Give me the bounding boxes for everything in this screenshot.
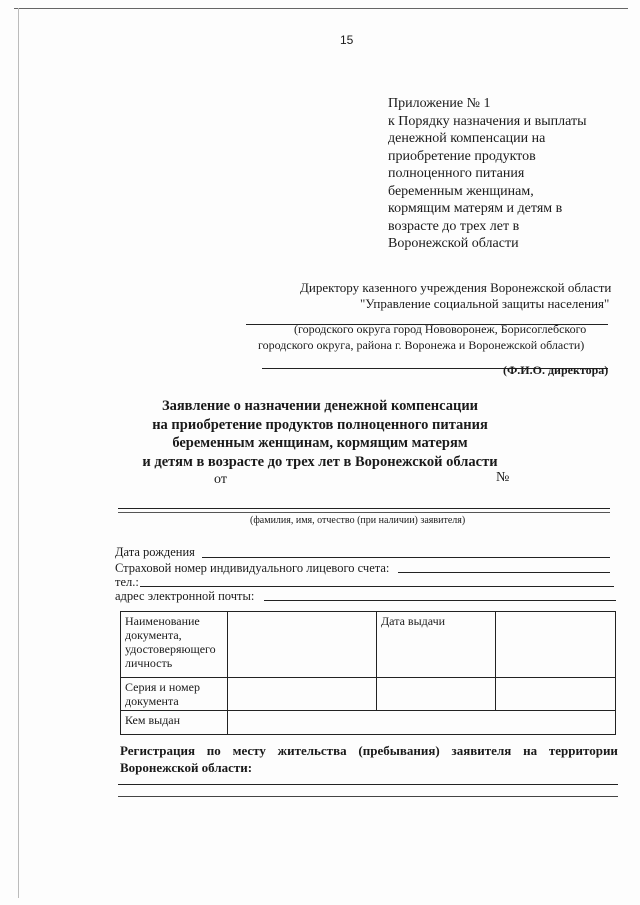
appendix-line: денежной компенсации на [388, 131, 546, 146]
applicant-name-line [118, 508, 610, 509]
appendix-line: к Порядку назначения и выплаты [388, 113, 587, 129]
id-document-table [120, 611, 616, 735]
registration-block [120, 742, 618, 776]
issue-date-label: Дата выдачи [377, 612, 496, 678]
reg-word: месту [232, 743, 266, 758]
series-cell-3[interactable] [496, 678, 616, 711]
series-cell[interactable] [228, 678, 377, 711]
appendix-line: приобретение продуктов [388, 148, 536, 164]
page-border-top [14, 8, 628, 9]
birth-date-field[interactable] [202, 557, 610, 558]
appendix-line: возрасте до трех лет в [388, 218, 520, 234]
appendix-line: Воронежской области [388, 236, 519, 251]
title-line: и детям в возрасте до трех лет в Воронежской области [142, 453, 498, 470]
reg-word: территории [548, 743, 618, 758]
series-cell-2[interactable] [377, 678, 496, 711]
registration-field-line-2[interactable] [118, 796, 618, 797]
phone-label: тел.: [115, 575, 139, 589]
reg-word: заявителя [451, 743, 512, 758]
reg-word: (пребывания) [358, 743, 440, 758]
appendix-block [388, 95, 587, 253]
reg-word: на [523, 743, 538, 758]
applicant-name-line-2 [118, 512, 610, 513]
reg-word: жительства [277, 743, 347, 758]
birth-date-label: Дата рождения [115, 545, 195, 559]
title-line: беременным женщинам, кормящим матерям [172, 435, 468, 451]
doc-name-label: Наименование документа, удостоверяющего личность [121, 612, 228, 678]
appendix-line: кормящим матерям и детям в [388, 201, 563, 216]
snils-field[interactable] [398, 572, 610, 573]
applicant-caption: (фамилия, имя, отчество (при наличии) заявителя) [250, 515, 466, 526]
appendix-line: полноценного питания [388, 166, 525, 181]
district-caption-2: городского округа, района г. Воронежа и Воронежской области) [258, 338, 585, 352]
director-line-1: Директору казенного учреждения Воронежской области [300, 280, 612, 295]
page-number: 15 [340, 33, 354, 47]
issued-by-label: Кем выдан [121, 711, 228, 735]
reg-word: по [206, 743, 221, 758]
registration-field-line[interactable] [118, 784, 618, 785]
application-title [0, 397, 640, 471]
title-line: Заявление о назначении денежной компенсации [161, 398, 479, 414]
director-line-2: "Управление социальной защиты населения" [360, 296, 610, 311]
title-line: на приобретение продуктов полноценного питания [152, 416, 488, 433]
reg-word: Регистрация [120, 743, 195, 758]
director-fio-caption: (Ф.И.О. директора) [503, 363, 609, 377]
snils-label: Страховой номер индивидуального лицевого счета: [115, 561, 390, 575]
district-caption-1: (городского округа город Нововоронеж, Борисоглебского [294, 322, 587, 336]
registration-line-1 [120, 742, 618, 759]
phone-field[interactable] [140, 586, 614, 587]
from-label: от [214, 472, 227, 487]
appendix-line: беременным женщинам, [388, 183, 534, 199]
doc-name-cell[interactable] [228, 612, 377, 678]
email-label: адрес электронной почты: [115, 589, 255, 603]
email-field[interactable] [264, 600, 616, 601]
number-label: № [496, 470, 510, 485]
series-label: Серия и номер документа [121, 678, 228, 711]
issue-date-cell[interactable] [496, 612, 616, 678]
registration-line-2: Воронежской области: [120, 760, 253, 775]
issued-by-cell[interactable] [228, 711, 616, 735]
appendix-line: Приложение № 1 [388, 96, 491, 111]
